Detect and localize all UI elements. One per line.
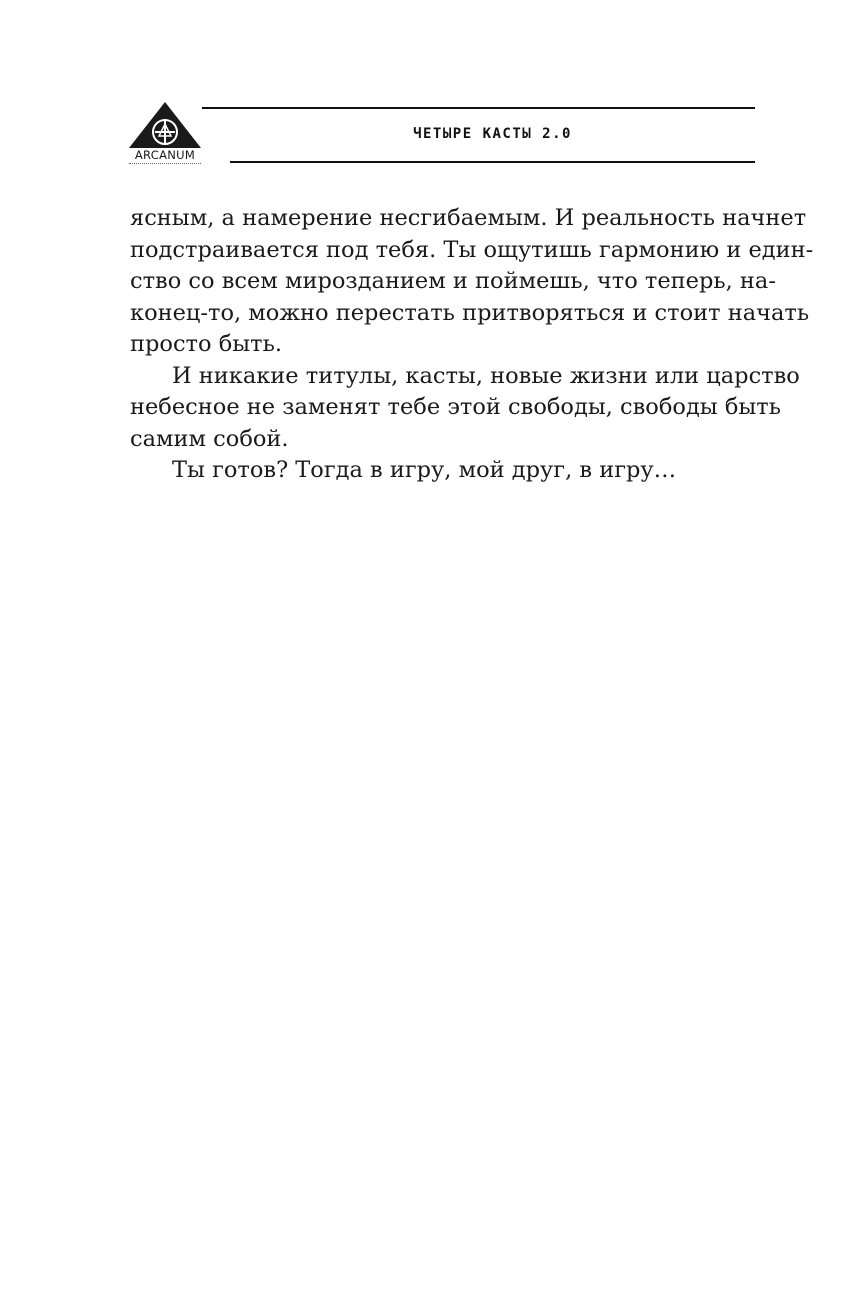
header-rule-bottom — [230, 161, 755, 163]
text-line: ство со всем мирозданием и поймешь, что теперь, на- — [130, 268, 776, 294]
paragraph — [130, 455, 756, 487]
paragraph — [130, 203, 814, 361]
running-header — [0, 0, 844, 180]
header-rule-top — [202, 107, 755, 109]
arcanum-triangle-logo-icon — [127, 100, 203, 150]
text-line: И никакие титулы, касты, новые жизни или царство — [172, 362, 800, 389]
running-title: ЧЕТЫРЕ КАСТЫ 2.0 — [413, 126, 572, 142]
paragraph — [130, 361, 800, 456]
text-line: небесное не заменят тебе этой свободы, свободы быть — [130, 394, 782, 420]
text-line: ясным, а намерение несгибаемым. И реальность начнет — [130, 205, 807, 231]
text-line: самим собой. — [130, 425, 289, 452]
text-line: подстраивается под тебя. Ты ощутишь гармонию и един- — [130, 236, 814, 263]
publisher-wordmark: ARCANUM — [134, 148, 196, 162]
text-line: Ты готов? Тогда в игру, мой друг, в игру… — [172, 457, 677, 483]
publisher-logo — [127, 100, 203, 172]
text-line: конец-то, можно перестать притворяться и стоит начать — [130, 299, 810, 326]
publisher-tagline-decoration — [129, 163, 201, 167]
page-body-text — [130, 203, 814, 487]
text-line: просто быть. — [130, 331, 282, 357]
